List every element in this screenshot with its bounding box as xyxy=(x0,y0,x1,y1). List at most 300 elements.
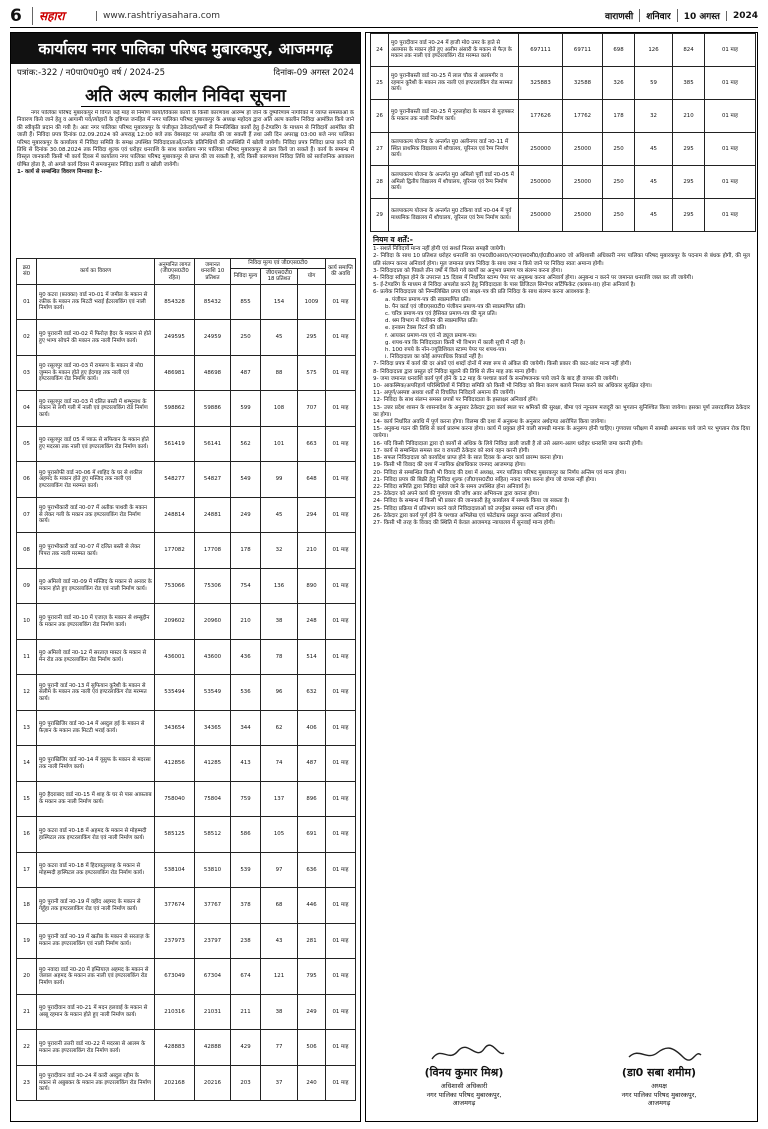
term-item: 9- जमा जमानत धनराशि कार्य पूर्ण होने के 12 माह के पश्चात कार्य के सन्तोषजनक पाये जाने के बाद ही वापस की जायेगी। xyxy=(373,375,619,382)
cell-estimate: 250000 xyxy=(519,199,563,232)
cell-estimate: 210316 xyxy=(155,994,195,1030)
cell-deposit: 48698 xyxy=(195,355,231,391)
cell-gst: 99 xyxy=(261,462,298,498)
cell-work: मु0 पुरानीबस्ती वार्ड न0-25 में नूरुलहोदा के मकान से मुज़फ्फ़र के मकान तक नाली निर्माण कार्य। xyxy=(389,100,519,133)
cell-deposit: 41285 xyxy=(195,746,231,782)
cell-sno: 11 xyxy=(17,639,37,675)
cell-estimate: 202168 xyxy=(155,1065,195,1101)
cell-sno: 22 xyxy=(17,1030,37,1066)
terms-section xyxy=(366,232,757,531)
cell-period: 01 माह xyxy=(326,462,356,498)
notice-title: अति अल्प कालीन निविदा सूचना xyxy=(11,81,360,110)
cell-deposit: 24881 xyxy=(195,497,231,533)
cell-period: 01 माह xyxy=(705,34,756,67)
cell-deposit: 24959 xyxy=(195,320,231,356)
cell-sno: 06 xyxy=(17,462,37,498)
cell-fee: 178 xyxy=(603,100,635,133)
cell-deposit: 43600 xyxy=(195,639,231,675)
cell-estimate: 237973 xyxy=(155,923,195,959)
table-row xyxy=(17,1065,356,1101)
dateline xyxy=(599,9,758,22)
cell-gst: 45 xyxy=(635,133,673,166)
cell-total: 632 xyxy=(298,675,326,711)
cell-period: 01 माह xyxy=(326,284,356,320)
table-row xyxy=(17,781,356,817)
cell-total: 295 xyxy=(673,199,705,232)
term-item: 15- अनुबन्ध गठन की तिथि से कार्य प्रारम्भ करना होगा। कार्य में प्रयुक्त होने वाली सामग्री मानक के अनुरूप होनी चाहिए। गुणवत्ता परीक्षण में सामग्री अमानक पाये जाने पर भुगतान रोक दिया जायेगा। xyxy=(373,426,750,440)
cell-total: 1009 xyxy=(298,284,326,320)
cell-period: 01 माह xyxy=(326,533,356,569)
cell-period: 01 माह xyxy=(326,1030,356,1066)
cell-estimate: 854328 xyxy=(155,284,195,320)
cell-work: मु0 पुरारानी वार्ड न0-02 में फिरोज़ हैदर के मकान से होते हुए भाग्य सोचने की मकान तक नाली निर्माण कार्य। xyxy=(37,320,155,356)
signature-scribble-icon xyxy=(428,1043,508,1065)
table-row xyxy=(371,199,756,232)
term-item: d. श्रम विभाग में पंजीयन की स्वप्रमाणित प्रति। xyxy=(385,318,478,325)
table-row xyxy=(17,639,356,675)
cell-estimate: 249595 xyxy=(155,320,195,356)
cell-period: 01 माह xyxy=(326,817,356,853)
cell-gst: 74 xyxy=(261,746,298,782)
cell-estimate: 250000 xyxy=(519,166,563,199)
cell-gst: 154 xyxy=(261,284,298,320)
cell-estimate: 428883 xyxy=(155,1030,195,1066)
cell-estimate: 486981 xyxy=(155,355,195,391)
term-item: 18- सफल निविदादाता को कार्यादेश प्राप्त होने के सात दिवस के अन्दर कार्य प्रारम्भ करना होगा। xyxy=(373,455,564,462)
cell-sno: 19 xyxy=(17,923,37,959)
cell-period: 01 माह xyxy=(326,426,356,462)
works-table-wrap xyxy=(11,258,360,1101)
term-item: 13- उत्तर प्रदेश शासन के शासनादेश के अनुसार ठेकेदार द्वारा कार्य स्थल पर श्रमिकों की सुरक्षा, बीमा एवं न्यूनतम मजदूरी का भुगतान सुनिश्चित किया जायेगा। इसका पूर्ण उत्तरदायित्व ठेकेदार का होगा। xyxy=(373,404,750,418)
cell-sno: 01 xyxy=(17,284,37,320)
cell-work: मु0 पुरानीबस्ती वार्ड न0-25 में लाल चौक से आलमगीर व रहमान कुरैशी के मकान तक नाली एवं इण्टरलाकिंग रोड मरम्मत कार्य। xyxy=(389,67,519,100)
cell-total: 636 xyxy=(298,852,326,888)
table-row xyxy=(17,391,356,427)
term-item: 20- निविदा से सम्बन्धित किसी भी विवाद की दशा में अध्यक्ष, नगर पालिका परिषद मुबारकपुर का निर्णय अन्तिम एवं मान्य होगा। xyxy=(373,469,627,476)
cell-estimate: 673049 xyxy=(155,959,195,995)
term-item: 24- निविदा के सम्बन्ध में किसी भी प्रकार की जानकारी हेतु कार्यालय में सम्पर्क किया जा सकता है। xyxy=(373,498,570,505)
cell-period: 01 माह xyxy=(326,959,356,995)
cell-fee: 539 xyxy=(231,852,261,888)
cell-work: मु0 नवादा वार्ड न0-20 में इम्तियाज़ अहमद के मकान से जलाल अहमद के मकान तक नाली एवं इण्टरलाकिंग रोड निर्माण कार्य। xyxy=(37,959,155,995)
term-item: 6- प्रत्येक निविदादाता को निम्नलिखित प्रपत्र एवं साक्ष्य-पत्र की प्रति निविदा के साथ संलग्न करना आवश्यक है: xyxy=(373,289,591,296)
cell-work: मु0 रसूलपुर वार्ड न0-03 में रामरूप के मकान से मो0 जुम्मन के मकान होते हुए ईदगाह तक नाली एवं इण्टरलाकिंग रोड निर्माण कार्य। xyxy=(37,355,155,391)
cell-deposit: 20960 xyxy=(195,604,231,640)
cell-total: 824 xyxy=(673,34,705,67)
cell-period: 01 माह xyxy=(326,852,356,888)
weekday: शनिवार xyxy=(639,9,670,22)
cell-fee: 759 xyxy=(231,781,261,817)
cell-fee: 562 xyxy=(231,426,261,462)
table-row xyxy=(17,462,356,498)
cell-deposit: 37767 xyxy=(195,888,231,924)
cell-estimate: 248814 xyxy=(155,497,195,533)
cell-estimate: 585125 xyxy=(155,817,195,853)
term-item: b. पैन कार्ड एवं जी0एस0टी0 पंजीयन प्रमाण-पत्र की स्वप्रमाणित प्रति। xyxy=(385,303,526,310)
term-item: 11- अपूर्ण/अस्पष्ट अथवा शर्तों से विचलित निविदायें अमान्य की जायेंगी। xyxy=(373,390,516,397)
cell-sno: 14 xyxy=(17,746,37,782)
cell-deposit: 23797 xyxy=(195,923,231,959)
cell-estimate: 412856 xyxy=(155,746,195,782)
cell-deposit: 67304 xyxy=(195,959,231,995)
cell-estimate: 250000 xyxy=(519,133,563,166)
cell-estimate: 697111 xyxy=(519,34,563,67)
ref-number: पत्रांक:-322 / न0पा0प0मु0 वर्ष / 2024-25 xyxy=(17,68,166,78)
cell-estimate: 177082 xyxy=(155,533,195,569)
cell-work: मु0 रसूलपुर वार्ड 05 में प्याऊ से सफियान के मकान होते हुए मदरसा तक नाली एवं इण्टरलाकिंग रोड निर्माण कार्य। xyxy=(37,426,155,462)
cell-period: 01 माह xyxy=(326,781,356,817)
cell-work: मु0 अमिलो वार्ड न0-12 में सरताज़ मास्टर के मकान से मेन रोड तक इण्टरलाकिंग रोड निर्माण कार्य। xyxy=(37,639,155,675)
cell-deposit: 25000 xyxy=(563,199,603,232)
cell-period: 01 माह xyxy=(326,568,356,604)
cell-work: मु0 पुरादीवान वार्ड न0-24 में हाजी मो0 उमर के हाते से अलमास के मकान होते हुए अलीम अंसारी के मकान से फैज़ के मकान तक नाली एवं इण्टरलाकिंग रोड मरम्मत कार्य। xyxy=(389,34,519,67)
notice-left-column xyxy=(10,32,361,1122)
cell-deposit: 75804 xyxy=(195,781,231,817)
cell-work: कलपाकल्प योजना के अन्तर्गत मु0 अमिलो पूर्वी वार्ड न0-05 में अमिलो द्वितीय विद्यालय में शौचालय, यूरिनल एवं रैम्प निर्माण कार्य। xyxy=(389,166,519,199)
cell-gst: 136 xyxy=(261,568,298,604)
cell-total: 795 xyxy=(298,959,326,995)
cell-period: 01 माह xyxy=(705,133,756,166)
table-row xyxy=(17,675,356,711)
cell-deposit: 59886 xyxy=(195,391,231,427)
cell-fee: 413 xyxy=(231,746,261,782)
table-row xyxy=(17,959,356,995)
cell-estimate: 436001 xyxy=(155,639,195,675)
cell-sno: 05 xyxy=(17,426,37,462)
cell-total: 890 xyxy=(298,568,326,604)
signature-executive-officer xyxy=(374,1043,554,1113)
cell-gst: 105 xyxy=(261,817,298,853)
cell-work: मु0 रसूलपुर वार्ड न0-03 में दलित बस्ती में शम्भुनाथ के मकान से लगी गली में नाली एवं इण्टरलाकिंग रोड निर्माण कार्य। xyxy=(37,391,155,427)
cell-total: 575 xyxy=(298,355,326,391)
term-item: 1- सशर्त निविदायें मान्य नहीं होगी एवं सशर्त निरस्त समझी जायेगी। xyxy=(373,246,506,253)
table-row xyxy=(17,568,356,604)
cell-gst: 59 xyxy=(635,67,673,100)
term-item: 5- ई-टेण्डरिंग के माध्यम से निविदा अपलोड करने हेतु निविदादाता के पास डिजिटल सिग्नेचर सर्टिफिकेट (क्लास-III) होना अनिवार्य है। xyxy=(373,282,636,289)
term-item: 23- ठेकेदार को अपने कार्य की गुणवत्ता की जाँच अवर अभियन्ता द्वारा कराना होगा। xyxy=(373,491,540,498)
cell-total: 896 xyxy=(298,781,326,817)
cell-fee: 203 xyxy=(231,1065,261,1101)
cell-fee: 674 xyxy=(231,959,261,995)
table-row xyxy=(17,746,356,782)
cell-estimate: 377674 xyxy=(155,888,195,924)
table-row xyxy=(17,817,356,853)
term-item: 26- ठेकेदार द्वारा कार्य पूर्ण होने के पश्चात अभिलेख एवं फोटोग्राफ प्रस्तुत करना अनिवार्य होगा। xyxy=(373,512,563,519)
cell-period: 01 माह xyxy=(326,675,356,711)
cell-fee: 249 xyxy=(231,497,261,533)
cell-period: 01 माह xyxy=(326,746,356,782)
cell-deposit: 75306 xyxy=(195,568,231,604)
cell-total: 648 xyxy=(298,462,326,498)
cell-total: 514 xyxy=(298,639,326,675)
cell-gst: 77 xyxy=(261,1030,298,1066)
cell-gst: 96 xyxy=(261,675,298,711)
cell-estimate: 177626 xyxy=(519,100,563,133)
term-item: 25- निविदा प्रक्रिया में प्रतिभाग करने वाले निविदादाताओं को उपर्युक्त समस्त शर्तें मान्य होंगी। xyxy=(373,505,558,512)
signatory-role: अध्यक्ष नगर पालिका परिषद मुबारकपुर, आजमगढ़ xyxy=(621,1082,697,1107)
cell-sno: 07 xyxy=(17,497,37,533)
cell-period: 01 माह xyxy=(705,166,756,199)
term-item: 17- कार्य से सम्बन्धित समस्त कर व रायल्टी ठेकेदार को स्वयं वहन करनी होगी। xyxy=(373,447,530,454)
cell-sno: 13 xyxy=(17,710,37,746)
brand-logo: सहारा xyxy=(32,7,90,25)
cell-total: 210 xyxy=(673,100,705,133)
cell-work: मु0 पुरासोफी वार्ड न0-06 में शाहिद के घर से शकील अहमद के मकान होते हुए मस्जिद तक नाली एवं इण्टरलाकिंग रोड मरम्मत कार्य। xyxy=(37,462,155,498)
cell-sno: 16 xyxy=(17,817,37,853)
cell-work: मु0 पुरारानी वार्ड न0-10 में एजाज़ के मकान से शम्सुद्दीन के मकान तक इण्टरलाकिंग रोड निर्माण कार्य। xyxy=(37,604,155,640)
table-subhead: 1- कार्य से सम्बन्धित विवरण निम्नवत है:- xyxy=(17,169,103,176)
cell-total: 385 xyxy=(673,67,705,100)
cell-sno: 24 xyxy=(371,34,389,67)
cell-gst: 108 xyxy=(261,391,298,427)
cell-fee: 487 xyxy=(231,355,261,391)
cell-sno: 17 xyxy=(17,852,37,888)
term-item: 2- निविदा के साथ 10 प्रतिशत धरोहर धनराशि का एफ0डी0आर0/एन0एस0सी0/ई0डी0आर0 जो अधिशासी अधिकारी नगर पालिका परिषद मुबारकपुर के पदनाम से बंधक होगी, की मूल प्रति संलग्न करना अनिवार्य होगा। मूल जमानत प्रपत्र निविदा के साथ जमा न किये जाने पर निविदा स्वतः अमान्य होगी। xyxy=(373,253,750,267)
terms-list xyxy=(373,246,750,527)
cell-total: 295 xyxy=(298,320,326,356)
cell-sno: 10 xyxy=(17,604,37,640)
cell-total: 210 xyxy=(298,533,326,569)
term-item: 14- कार्य निर्धारित अवधि में पूर्ण करना होगा। विलम्ब की दशा में अनुबन्ध के अनुसार अर्थदण्ड आरोपित किया जायेगा। xyxy=(373,419,606,426)
cell-gst: 88 xyxy=(261,355,298,391)
table-row xyxy=(17,284,356,320)
cell-period: 01 माह xyxy=(326,391,356,427)
cell-sno: 15 xyxy=(17,781,37,817)
term-item: 3- निविदादाता को पिछले तीन वर्षों में किये गये कार्यों का अनुभव प्रमाण पत्र संलग्न करना होगा। xyxy=(373,267,563,274)
cell-fee: 178 xyxy=(231,533,261,569)
signatory-name: (डा0 सबा शमीम) xyxy=(621,1066,697,1079)
cell-total: 295 xyxy=(673,133,705,166)
office-title: कार्यालय नगर पालिका परिषद मुबारकपुर, आजमगढ़ xyxy=(11,33,360,64)
cell-total: 487 xyxy=(298,746,326,782)
cell-sno: 21 xyxy=(17,994,37,1030)
cell-sno: 25 xyxy=(371,67,389,100)
cell-fee: 586 xyxy=(231,817,261,853)
cell-estimate: 538104 xyxy=(155,852,195,888)
table-row xyxy=(371,100,756,133)
cell-deposit: 56141 xyxy=(195,426,231,462)
cell-total: 691 xyxy=(298,817,326,853)
cell-gst: 68 xyxy=(261,888,298,924)
table-row xyxy=(17,888,356,924)
cell-gst: 121 xyxy=(261,959,298,995)
cell-estimate: 535494 xyxy=(155,675,195,711)
cell-total: 248 xyxy=(298,604,326,640)
cell-total: 281 xyxy=(298,923,326,959)
cell-total: 294 xyxy=(298,497,326,533)
cell-work: मु0 कटरा वार्ड न0-18 में हिदायतुल्लाह के मकान से मोहम्मदी हास्पिटल तक इण्टरलाकिंग रोड निर्माण कार्य। xyxy=(37,852,155,888)
cell-total: 240 xyxy=(298,1065,326,1101)
cell-work: मु0 हैदराबाद वार्ड न0-15 में शाह के घर से पास आफ़ताब के मकान तक नाली निर्माण कार्य। xyxy=(37,781,155,817)
col-deposit: जमानत धनराशि 10 प्रतिशत xyxy=(195,259,231,285)
cell-gst: 32 xyxy=(261,533,298,569)
cell-total: 707 xyxy=(298,391,326,427)
table-row xyxy=(17,533,356,569)
cell-sno: 03 xyxy=(17,355,37,391)
cell-work: मु0 पुराखिजिर वार्ड न0-14 में अब्दुल हई के मकान से फ़ैज़ान के मकान तक मिटटी भराई कार्य। xyxy=(37,710,155,746)
table-row xyxy=(371,133,756,166)
term-item: g. शपथ-पत्र कि निविदादाता किसी भी विभाग में काली सूची में नहीं है। xyxy=(385,339,525,346)
cell-sno: 09 xyxy=(17,568,37,604)
cell-work: मु0 पुरानी वार्ड न0-13 में सुफियान कुरैशी के मकान से सलीम के मकान तक नाली एवं इण्टरलाकिंग रोड मरम्मत कार्य। xyxy=(37,675,155,711)
term-item: 22- निविदा समिति द्वारा निविदा खोले जाने के समय उपस्थित होना अनिवार्य है। xyxy=(373,483,530,490)
cell-period: 01 माह xyxy=(326,1065,356,1101)
year: 2024 xyxy=(726,11,758,21)
cell-work: मु0 पुरारानी उत्तरी वार्ड न0-22 में मदरसा से आलम के मकान तक इण्टरलाकिंग रोड निर्माण कार्य। xyxy=(37,1030,155,1066)
cell-period: 01 माह xyxy=(326,639,356,675)
cell-sno: 20 xyxy=(17,959,37,995)
cell-estimate: 598862 xyxy=(155,391,195,427)
cell-deposit: 69711 xyxy=(563,34,603,67)
cell-period: 01 माह xyxy=(705,67,756,100)
cell-gst: 45 xyxy=(635,199,673,232)
works-table-continued xyxy=(370,33,756,232)
cell-gst: 45 xyxy=(261,320,298,356)
cell-deposit: 25000 xyxy=(563,133,603,166)
cell-gst: 97 xyxy=(261,852,298,888)
table-row xyxy=(17,1030,356,1066)
term-item: 12- निविदा के साथ संलग्न समस्त प्रपत्रों पर निविदादाता के हस्ताक्षर अनिवार्य होंगे। xyxy=(373,397,538,404)
cell-fee: 754 xyxy=(231,568,261,604)
intro-text xyxy=(11,110,360,258)
cell-fee: 378 xyxy=(231,888,261,924)
cell-total: 506 xyxy=(298,1030,326,1066)
signatory-role: अधिशासी अधिकारी नगर पालिका परिषद मुबारकपुर, आजमगढ़ xyxy=(426,1082,502,1107)
cell-deposit: 21031 xyxy=(195,994,231,1030)
cell-sno: 29 xyxy=(371,199,389,232)
term-item: 7- निविदा प्रपत्र में कार्य की दर अंकों एवं शब्दों दोनों में स्पष्ट रूप से अंकित की जायेगी। किसी प्रकार की काट-छांट मान्य नहीं होगी। xyxy=(373,361,632,368)
table-row xyxy=(17,604,356,640)
cell-gst: 43 xyxy=(261,923,298,959)
cell-gst: 32 xyxy=(635,100,673,133)
cell-fee: 250 xyxy=(603,166,635,199)
cell-fee: 344 xyxy=(231,710,261,746)
cell-deposit: 34365 xyxy=(195,710,231,746)
cell-deposit: 25000 xyxy=(563,166,603,199)
term-item: c. चरित्र प्रमाण-पत्र एवं हैसियत प्रमाण-पत्र की मूल प्रति। xyxy=(385,311,497,318)
cell-period: 01 माह xyxy=(705,199,756,232)
cell-gst: 38 xyxy=(261,604,298,640)
cell-fee: 698 xyxy=(603,34,635,67)
cell-gst: 37 xyxy=(261,1065,298,1101)
cell-work: मु0 पुराभीकारी वार्ड न0-07 में दलित बस्ती से लेकर पिपरा तक नाली मरम्मत कार्य। xyxy=(37,533,155,569)
term-item: f. आयकर प्रमाण-पत्र एवं नो ड्यूज प्रमाण-पत्र। xyxy=(385,332,477,339)
cell-deposit: 20216 xyxy=(195,1065,231,1101)
cell-deposit: 53549 xyxy=(195,675,231,711)
cell-gst: 45 xyxy=(261,497,298,533)
table-row xyxy=(17,497,356,533)
intro-paragraph: नगर पालिका परिषद मुबारकपुर में विगत कई माह से निर्माण कार्यों/विकास कार्यों के किसी कारणवश आरम्भ हो जाने के दुष्परिणाम नागरिकों में व्याप्त समस्याओं के निवारण किये जाने हेतु व आगामी पर्व/त्योहारों के दृष्टिगत जनहित में नगर पालिका परिषद मुबारकपुर के अध्यक्ष महोदय द्वारा अति अल्प कालीन निविदा आमंत्रित किये जाने की स्वीकृति प्रदान की गयी है। अतः नगर पालिका परिषद मुबारकपुर के पंजीकृत ठेकेदारों/फर्मों से निम्नलिखित कार्यों हेतु ई-टेण्डरिंग के माध्यम से निविदायें आमंत्रित की जाती हैं। निविदा प्रपत्र दिनांक 02.09.2024 को अपराह्न 12:00 बजे तक वेबसाइट पर अपलोड की जा सकती हैं तथा उसी दिन अपराह्न 03:00 बजे नगर पालिका परिषद मुबारकपुर के कार्यालय में निविदा समिति के समक्ष उपस्थित निविदादाताओं/उनके प्रतिनिधियों की उपस्थिति में खोली जायेगी। निविदा प्रपत्र निविदा प्राप्त करने की तिथि से दिनांक 30.08.2024 तक निविदा शुल्क एवं धरोहर धनराशि के साथ कार्यालय नगर पालिका परिषद मुबारकपुर से क्रय किये जा सकते हैं। कार्य के सम्बन्ध में विस्तृत जानकारी किसी भी कार्य दिवस में कार्यालय नगर पालिका परिषद मुबारकपुर से प्राप्त की जा सकती है, यदि किसी कारणवश निविदा तिथि को सार्वजनिक अवकाश घोषित होता है, तो अगले कार्य दिवस में समयानुसार निविदा डाली व खोली जायेगी। xyxy=(17,110,354,168)
cell-fee: 210 xyxy=(231,604,261,640)
cell-work: कलपाकल्प योजना के अन्तर्गत मु0 टकिया वार्ड न0-04 में पूर्व माध्यमिक विद्यालय में शौचालय, यूरिनल एवं रैम्प निर्माण कार्य। xyxy=(389,199,519,232)
cell-deposit: 17762 xyxy=(563,100,603,133)
cell-deposit: 53810 xyxy=(195,852,231,888)
notice-date: दिनांक-09 अगस्त 2024 xyxy=(273,68,354,78)
cell-work: मु0 पुरानी वार्ड न0-19 में खतीब के मकान से सरताज़ के मकान तक इण्टरलाकिंग एवं नाली निर्माण कार्य। xyxy=(37,923,155,959)
cell-fee: 250 xyxy=(231,320,261,356)
cell-work: मु0 अमिलो वार्ड न0-09 में मस्जिद के मकान से अनवर के मकान होते हुए इण्टरलाकिंग रोड एवं नाली निर्माण कार्य। xyxy=(37,568,155,604)
cell-gst: 101 xyxy=(261,426,298,462)
col-cost-group: निविदा मूल्य एवं जी0एस0टी0 xyxy=(231,259,326,269)
cell-work: मु0 पुरानी वार्ड न0-19 में वहीद अहमद के मकान से गेहूँहा तक इण्टरलाकिंग रोड एवं नाली निर्माण कार्य। xyxy=(37,888,155,924)
site-url[interactable]: www.rashtriyasahara.com xyxy=(96,11,220,21)
term-item: 19- किसी भी विवाद की दशा में न्यायिक क्षेत्राधिकार जनपद आजमगढ़ होगा। xyxy=(373,462,526,469)
cell-total: 446 xyxy=(298,888,326,924)
cell-fee: 429 xyxy=(231,1030,261,1066)
cell-gst: 78 xyxy=(261,639,298,675)
signatory-name: (विनय कुमार मिश्र) xyxy=(424,1066,504,1079)
table-row xyxy=(17,355,356,391)
cell-fee: 250 xyxy=(603,199,635,232)
cell-period: 01 माह xyxy=(705,100,756,133)
cell-deposit: 42888 xyxy=(195,1030,231,1066)
cell-sno: 02 xyxy=(17,320,37,356)
cell-work: मु0 पुरादीवान वार्ड न0-24 में कारी अब्दुल रहीम के मकान से अबुबकर के मकान तक इण्टरलाकिंग रोड निर्माण कार्य। xyxy=(37,1065,155,1101)
col-period: कार्य समाप्ति की अवधि xyxy=(326,259,356,285)
cell-total: 295 xyxy=(673,166,705,199)
cell-fee: 855 xyxy=(231,284,261,320)
cell-gst: 137 xyxy=(261,781,298,817)
terms-heading: नियम व शर्तें:- xyxy=(373,235,413,244)
table-row xyxy=(371,166,756,199)
cell-fee: 536 xyxy=(231,675,261,711)
term-item: 10- आकस्मिक/अपरिहार्य परिस्थितियों में निविदा समिति को किसी भी निविदा को बिना कारण बताये निरस्त करने का अधिकार सुरक्षित रहेगा। xyxy=(373,383,652,390)
cell-total: 663 xyxy=(298,426,326,462)
cell-deposit: 58512 xyxy=(195,817,231,853)
cell-sno: 26 xyxy=(371,100,389,133)
table-row xyxy=(17,994,356,1030)
col-work: कार्य का विवरण xyxy=(37,259,155,285)
city: वाराणसी xyxy=(604,12,634,22)
page-number: 6 xyxy=(10,5,22,26)
cell-fee: 250 xyxy=(603,133,635,166)
cell-estimate: 753066 xyxy=(155,568,195,604)
cell-sno: 28 xyxy=(371,166,389,199)
ref-line xyxy=(11,64,360,81)
cell-period: 01 माह xyxy=(326,710,356,746)
notice-right-column xyxy=(365,32,758,1122)
term-item: e. इनकम टैक्स रिटर्न की प्रति। xyxy=(385,325,447,332)
cell-period: 01 माह xyxy=(326,888,356,924)
table-row xyxy=(17,426,356,462)
col-total: योग xyxy=(298,268,326,284)
works-table xyxy=(16,258,356,1101)
table-row xyxy=(17,710,356,746)
cell-gst: 45 xyxy=(635,166,673,199)
cell-estimate: 548277 xyxy=(155,462,195,498)
term-item: a. पंजीयन प्रमाण-पत्र की स्वप्रमाणित प्रति। xyxy=(385,296,471,303)
signature-scribble-icon xyxy=(623,1043,703,1065)
cell-estimate: 561419 xyxy=(155,426,195,462)
cell-period: 01 माह xyxy=(326,320,356,356)
cell-fee: 599 xyxy=(231,391,261,427)
table-row xyxy=(17,320,356,356)
cell-estimate: 343654 xyxy=(155,710,195,746)
cell-total: 249 xyxy=(298,994,326,1030)
cell-work: मु0 पुरादीवान वार्ड न0-21 में मदन हलवाई के मकान से अब्बू रहमान के मकान होते हुए नाली निर्माण कार्य। xyxy=(37,994,155,1030)
works-table-continued-wrap xyxy=(366,33,757,232)
signature-chairperson xyxy=(569,1043,749,1113)
cell-fee: 211 xyxy=(231,994,261,1030)
cell-estimate: 209602 xyxy=(155,604,195,640)
cell-deposit: 32588 xyxy=(563,67,603,100)
date: 10 अगस्त xyxy=(677,9,720,22)
cell-deposit: 54827 xyxy=(195,462,231,498)
cell-work: मु0 कटरा (फ़ाक्का) वार्ड न0-01 में जमील के मकान से रफ़ीक के मकान तक मिटटी भराई ईंटरलाकिंग एवं नाली निर्माण कार्य। xyxy=(37,284,155,320)
col-sno: क्र0 सं0 xyxy=(17,259,37,285)
term-item: i. निविदादाता का कोई आपराधिक रिकार्ड नहीं है। xyxy=(385,354,483,361)
cell-fee: 549 xyxy=(231,462,261,498)
